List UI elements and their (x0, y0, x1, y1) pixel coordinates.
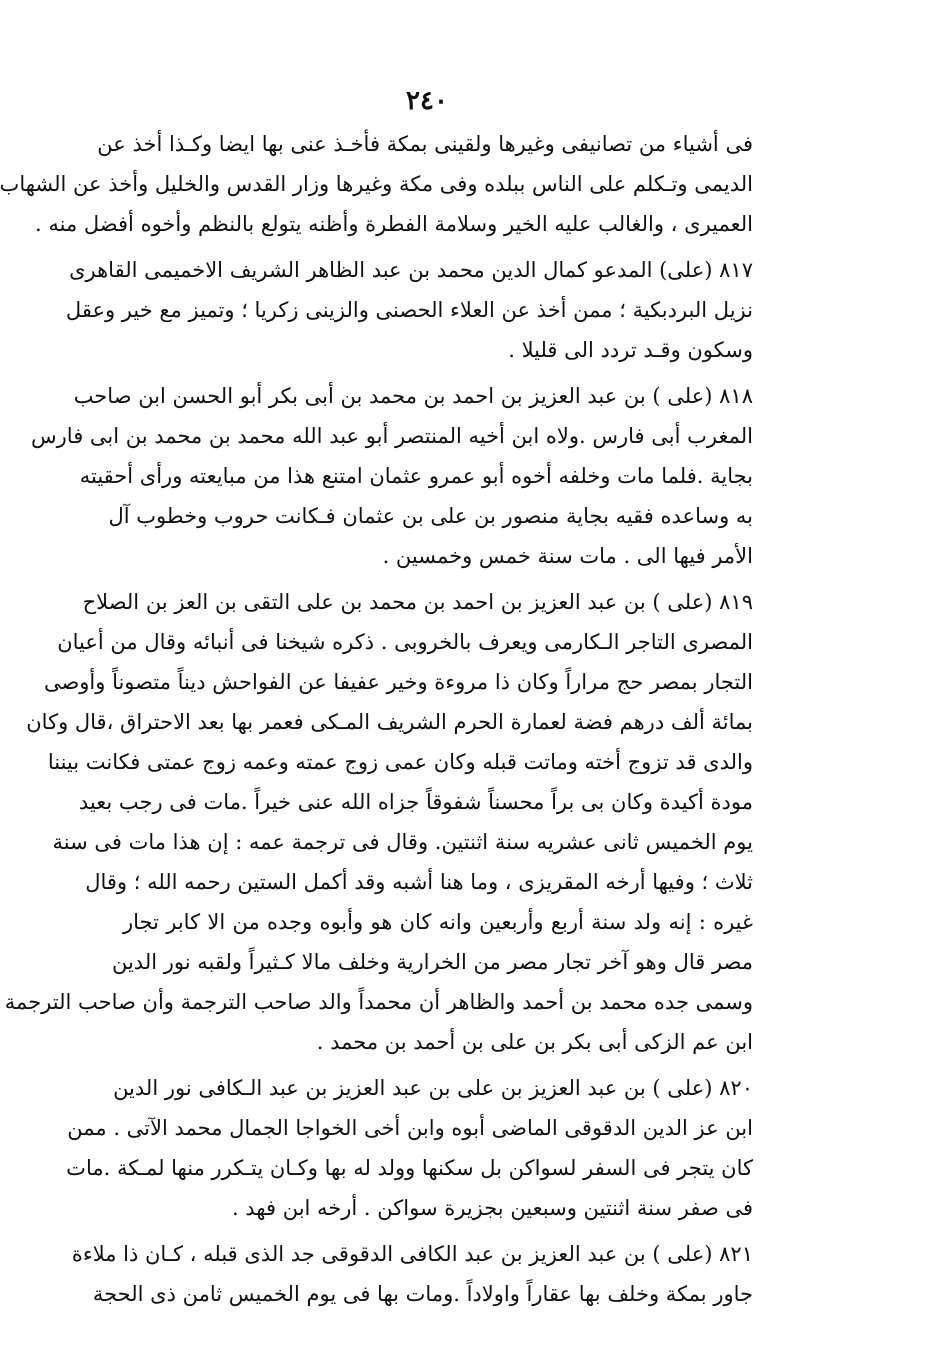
text-line: مصر قال وهو آخر تجار مصر من الخرارية وخلف مالا كـثيراً ولقبه نور الدين (111, 950, 753, 974)
text-line: وسكون وقـد تردد الى قليلا . (508, 338, 753, 362)
text-line: وسمى جده محمد بن أحمد والظاهر أن محمداً والد صاحب الترجمة وأن صاحب الترجمة (4, 990, 753, 1014)
text-line: جاور بمكة وخلف بها عقاراً واولاداً .ومات بها فى يوم الخميس ثامن ذى الحجة (92, 1282, 753, 1306)
entry-820-line: ٨٢٠ (على ) بن عبد العزيز بن على بن عبد العزيز بن عبد الـكافى نور الدين (113, 1076, 753, 1100)
page-number: ٢٤٠ (406, 86, 448, 116)
text-line: بمائة ألف درهم فضة لعمارة الحرم الشريف المـكى فعمر بها بعد الاحتراق ،قال وكان (26, 710, 753, 734)
text-line: فى أشياء من تصانيفى وغيرها ولقينى بمكة فأخـذ عنى بها ايضا وكـذا أخذ عن (97, 132, 753, 156)
text-line: ابن عز الدين الدقوقى الماضى أبوه وابن أخى الخواجا الجمال محمد الآتى . ممن (67, 1116, 753, 1140)
text-line: مودة أكيدة وكان بى براً محسناً شفوقاً جزاه الله عنى خيراً .مات فى رجب بعيد (78, 790, 753, 814)
text-line: غيره : إنه ولد سنة أربع وأربعين وانه كان هو وأبوه وجده من الا كابر تجار (123, 910, 753, 934)
text-line: به وساعده فقيه بجاية منصور بن على بن عثمان فـكانت حروب وخطوب آل (108, 504, 753, 528)
text-line: ثلاث ؛ وفيها أرخه المقريزى ، وما هنا أشبه وقد أكمل الستين رحمه الله ؛ وقال (85, 870, 753, 894)
text-line: نزيل البردبكية ؛ ممن أخذ عن العلاء الحصنى والزينى زكريا ؛ وتميز مع خير وعقل (65, 298, 753, 322)
text-line: المصرى التاجر الـكارمى ويعرف بالخروبى . ذكره شيخنا فى أنبائه وقال من أعيان (57, 630, 753, 654)
text-line: بجاية .فلما مات وخلفه أخوه أبو عمرو عثمان امتنع هذا من مبايعته ورأى أحقيته (79, 464, 753, 488)
entry-817-line: ٨١٧ (على) المدعو كمال الدين محمد بن عبد الظاهر الشريف الاخميمى القاهرى (69, 258, 753, 282)
text-line: ابن عم الزكى أبى بكر بن على بن أحمد بن محمد . (316, 1030, 753, 1054)
text-line: الديمى وتـكلم على الناس ببلده وفى مكة وغيرها وزار القدس والخليل وأخذ عن الشهاب (0, 172, 753, 196)
entry-818-line: ٨١٨ (على ) بن عبد العزيز بن احمد بن محمد بن أبى بكر أبو الحسن ابن صاحب (73, 384, 753, 408)
page-body (0, 124, 753, 1314)
text-line: المغرب أبى فارس .ولاه ابن أخيه المنتصر أبو عبد الله محمد بن محمد بن ابى فارس (31, 424, 753, 448)
entry-821-line: ٨٢١ (على ) بن عبد العزيز بن عبد الكافى الدقوقى جد الذى قبله ، كـان ذا ملاءة (71, 1242, 753, 1266)
text-line: كان يتجر فى السفر لسواكن بل سكنها وولد له بها وكـان يتـكرر منها لمـكة .مات (66, 1156, 753, 1180)
text-line: فى صفر سنة اثنتين وسبعين بجزيرة سواكن . أرخه ابن فهد . (231, 1196, 753, 1220)
text-line: يوم الخميس ثانى عشريه سنة اثنتين. وقال فى ترجمة عمه : إن هذا مات فى سنة (52, 830, 753, 854)
text-line: الأمر فيها الى . مات سنة خمس وخمسين . (382, 544, 753, 568)
entry-819-line: ٨١٩ (على ) بن عبد العزيز بن احمد بن محمد بن على التقى بن العز بن الصلاح (82, 590, 753, 614)
text-line: التجار بمصر حج مراراً وكان ذا مروءة وخير عفيفا عن الفواحش ديناً متصوناً وأوصى (43, 670, 753, 694)
text-line: العميرى ، والغالب عليه الخير وسلامة الفطرة وأظنه يتولع بالنظم وأخوه أفضل منه . (35, 212, 753, 236)
text-line: والدى قد تزوج أخته وماتت قبله وكان عمى زوج عمته وعمه زوج عمتى فكانت بيننا (47, 750, 753, 774)
